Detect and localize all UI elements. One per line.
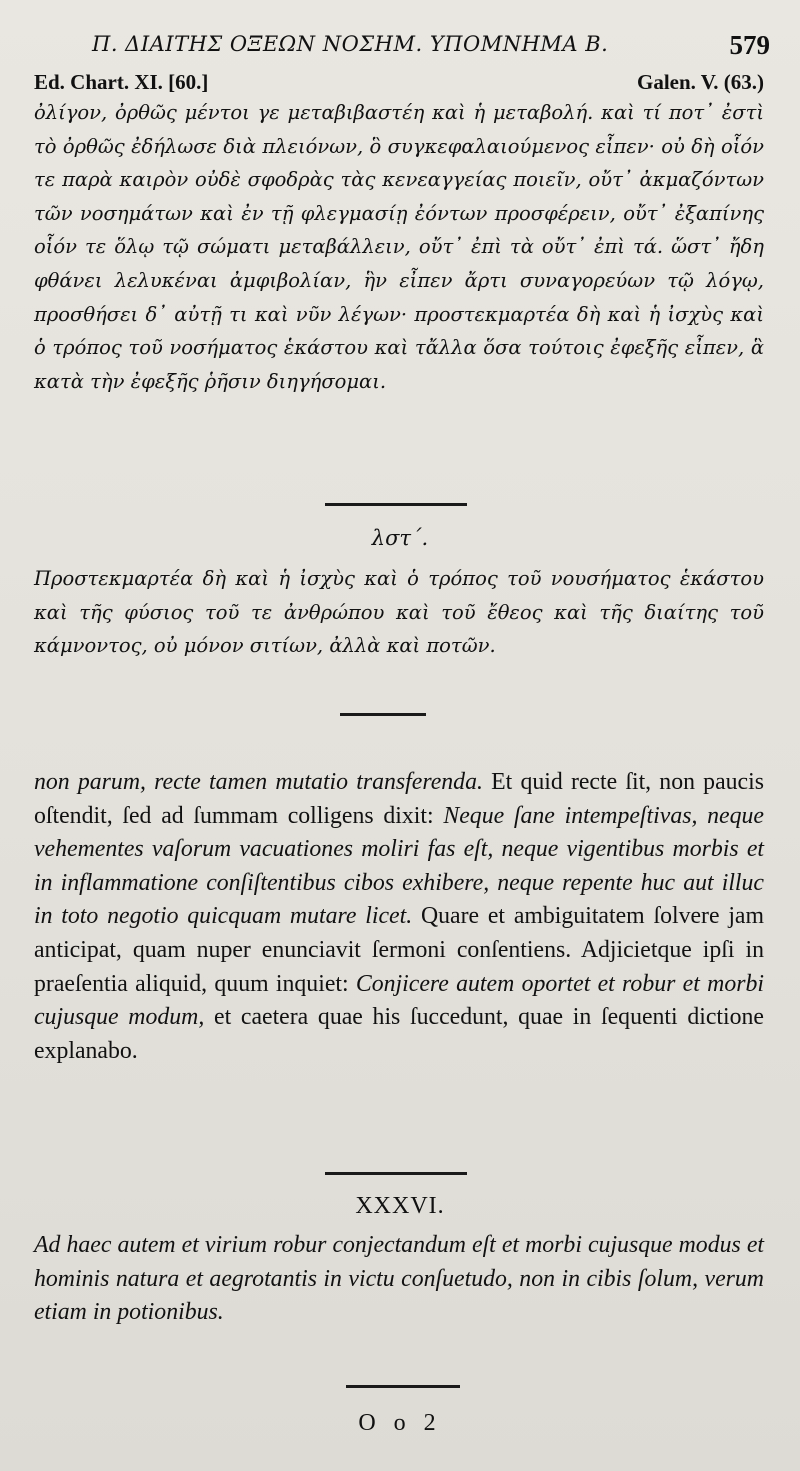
edition-references bbox=[34, 70, 764, 94]
latin-quote: Neque ſane intempeſtivas, neque vehementes vaſorum vacuationes moliri fas eſt, neque vigentibus morbis et in inflammatione conſiſtentibus cibos exhibere, neque repente huc aut illuc in toto negotio quicquam mutare licet. bbox=[34, 802, 764, 930]
latin-text: et caetera quae his ſuccedunt, quae in ſequenti dictione explanabo. bbox=[34, 1004, 764, 1064]
signature-mark: O o 2 bbox=[358, 1410, 442, 1436]
chartier-reference: Ed. Chart. XI. [60.] bbox=[34, 70, 209, 94]
latin-commentary bbox=[34, 766, 764, 1068]
section-divider bbox=[325, 1172, 467, 1175]
running-title: Π. ΔΙΑΙΤΗΣ ΟΞΕΩΝ ΝΟΣΗΜ. ΥΠΟΜΝΗΜΑ Β. bbox=[92, 32, 609, 56]
section-divider bbox=[340, 713, 426, 716]
section-divider bbox=[325, 503, 467, 506]
greek-section-number: λστ΄. bbox=[371, 526, 429, 550]
latin-aphorism: Ad haec autem et virium robur conjectandum eſt et morbi cujusque modus et hominis natura et aegrotantis in victu conſuetudo, non in cibis ſolum, verum etiam in potionibus. bbox=[34, 1232, 764, 1326]
latin-quote: Conjicere autem oportet et robur et morbi cujusque modum, bbox=[34, 970, 764, 1031]
latin-section-number: XXXVI. bbox=[355, 1193, 445, 1219]
latin-quote: non parum, recte tamen mutatio transferenda. bbox=[34, 769, 483, 795]
page-header bbox=[92, 30, 770, 62]
latin-text: Et quid recte ſit, non paucis oſtendit, ſed ad ſummam colligens dixit: bbox=[34, 769, 764, 829]
latin-text: Quare et ambiguitatem ſolvere jam anticipat, quam nuper enunciavit ſermoni conſentiens. Adjicietque ipſi in praeſentia aliquid, quum inquiet: bbox=[34, 903, 765, 997]
greek-commentary: ὀλίγον, ὀρθῶς μέντοι γε μεταβιβαστέη καὶ ἡ μεταβολή. καὶ τί ποτ᾽ ἐστὶ τὸ ὀρθῶς ἐδήλωσε διὰ πλειόνων, ὃ συγκεφαλαιούμενος εἶπεν· οὐ δὴ οἷόν τε παρὰ καιρὸν οὐδὲ σφοδρὰς τὰς κενεαγγείας ποιεῖν, οὔτ᾽ ἀκμαζόντων τῶν νοσημάτων καὶ ἐν τῇ φλεγμασίῃ ἐόντων προσφέρειν, οὔτ᾽ ἐξαπίνης οἷόν τε ὅλῳ τῷ σώματι μεταβάλλειν, οὔτ᾽ ἐπὶ τὰ οὔτ᾽ ἐπὶ τά. ὥστ᾽ ἤδη φθάνει λελυκέναι ἀμφιβολίαν, ἣν εἶπεν ἄρτι συναγορεύων τῷ λόγῳ, προσθήσει δ᾽ αὐτῇ τι καὶ νῦν λέγων· προστεκμαρτέα δὴ καὶ ἡ ἰσχὺς καὶ ὁ τρόπος τοῦ νοσήματος ἑκάστου καὶ τἄλλα ὅσα τούτοις ἐφεξῆς εἶπεν, ἃ κατὰ τὴν ἐφεξῆς ῥῆσιν διηγήσομαι. bbox=[34, 101, 764, 393]
kuehn-reference: Galen. V. (63.) bbox=[637, 70, 764, 94]
greek-aphorism: Προστεκμαρτέα δὴ καὶ ἡ ἰσχὺς καὶ ὁ τρόπος τοῦ νουσήματος ἑκάστου καὶ τῆς φύσιος τοῦ τε ἀνθρώπου καὶ τοῦ ἔθεος καὶ τῆς διαίτης τοῦ κάμνοντος, οὐ μόνον σιτίων, ἀλλὰ καὶ ποτῶν. bbox=[34, 567, 764, 658]
page-number: 579 bbox=[729, 30, 770, 60]
section-divider bbox=[346, 1385, 460, 1388]
